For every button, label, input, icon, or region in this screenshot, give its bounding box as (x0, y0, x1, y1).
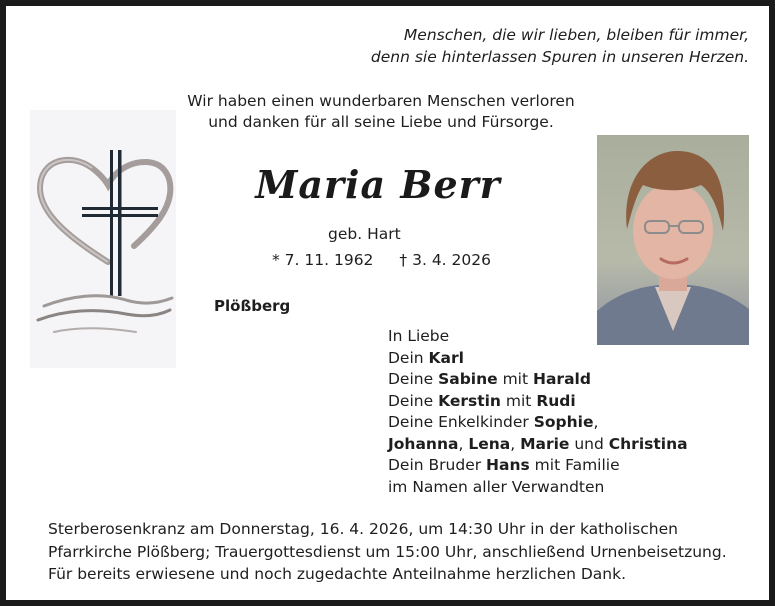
quote-line-1: Menschen, die wir lieben, bleiben für immer, (403, 26, 749, 44)
footer-line-2: Pfarrkirche Plößberg; Trauergottesdienst um 15:00 Uhr, anschließend Urnenbeisetzung. (48, 542, 727, 561)
text: Deine (388, 391, 439, 410)
mourner-line (388, 455, 688, 477)
mourner-name: Kerstin (438, 391, 501, 410)
mourner-line (388, 391, 688, 413)
deceased-name: Maria Berr (255, 162, 501, 207)
mourner-name: Karl (428, 348, 464, 367)
footer-line-1: Sterberosenkranz am Donnerstag, 16. 4. 2026, um 14:30 Uhr in der katholischen (48, 520, 678, 538)
mourner-name: Rudi (536, 391, 576, 410)
text: , (510, 434, 521, 453)
portrait-photo (597, 135, 749, 345)
text: , (458, 434, 469, 453)
quote-line-2: denn sie hinterlassen Spuren in unseren Herzen. (370, 48, 749, 66)
text: und (569, 434, 609, 453)
mourner-name: Marie (520, 434, 570, 453)
mourner-line (388, 434, 688, 456)
mourner-name: Harald (533, 370, 591, 388)
text: Deine (388, 370, 439, 388)
mourner-line (388, 369, 688, 391)
place: Plößberg (214, 297, 291, 315)
obituary-notice (6, 6, 769, 600)
life-dates (272, 251, 517, 269)
birth-date: * 7. 11. 1962 (272, 251, 374, 269)
mourner-name: Johanna (388, 434, 459, 453)
footer-line-3: Für bereits erwiesene und noch zugedachte Anteilnahme herzlichen Dank. (48, 565, 627, 583)
quote (371, 24, 749, 68)
intro-line-2: und danken für all seine Liebe und Fürsorge. (208, 113, 554, 131)
intro-text (166, 91, 596, 133)
mourner-line: In Liebe (388, 327, 450, 345)
mourner-line: im Namen aller Verwandten (388, 477, 605, 496)
birth-name: geb. Hart (328, 225, 401, 243)
mourner-line (388, 412, 688, 434)
mourner-name: Hans (486, 456, 530, 474)
text: Deine Enkelkinder (388, 413, 534, 431)
intro-line-1: Wir haben einen wunderbaren Menschen verloren (187, 92, 575, 110)
mourner-name: Sabine (438, 370, 498, 388)
mourner-name: Christina (608, 434, 688, 453)
heart-cross-icon (30, 110, 176, 368)
text: Dein (388, 348, 429, 367)
mourners-list (388, 326, 688, 498)
death-date: † 3. 4. 2026 (399, 251, 491, 269)
text: mit Familie (529, 456, 620, 474)
mourner-name: Lena (468, 434, 511, 453)
funeral-info (48, 518, 748, 586)
mourner-line (388, 348, 688, 370)
text: , (593, 413, 599, 431)
mourner-name: Sophie (533, 413, 594, 431)
text: mit (500, 391, 537, 410)
text: mit (497, 370, 533, 388)
text: Dein Bruder (388, 456, 487, 474)
